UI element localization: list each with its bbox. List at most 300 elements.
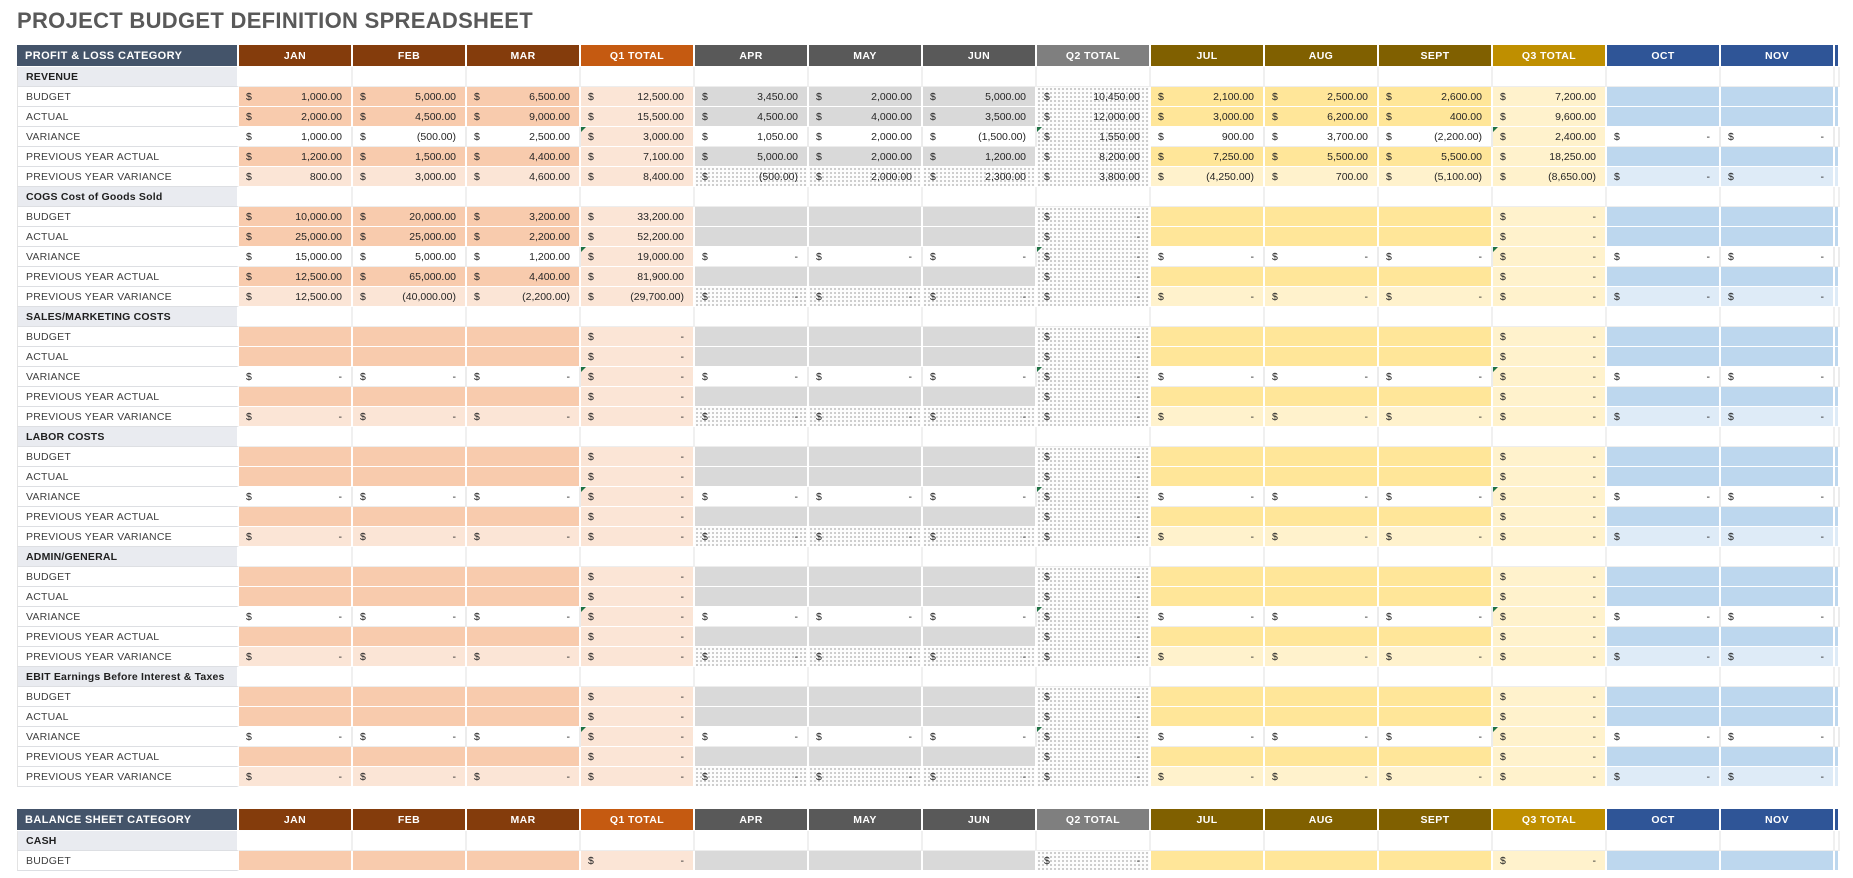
cell-ebit-earnings-before-interest-taxes-budget-oct[interactable] (1607, 687, 1721, 707)
cell-ebit-earnings-before-interest-taxes-q3-total[interactable] (1493, 667, 1607, 687)
cell-admin-general-previous-year-variance-jul[interactable] (1151, 647, 1265, 667)
cell-cogs-cost-of-goods-sold-variance-q1-total[interactable] (581, 247, 695, 267)
cell-ebit-earnings-before-interest-taxes-previous-year-variance-apr[interactable] (695, 767, 809, 787)
cell-labor-costs-budget-nov[interactable] (1721, 447, 1835, 467)
cell-admin-general-oct[interactable] (1607, 547, 1721, 567)
cell-revenue-actual-feb[interactable] (353, 107, 467, 127)
cell-sales-marketing-costs-variance-aug[interactable] (1265, 367, 1379, 387)
cell-labor-costs-apr[interactable] (695, 427, 809, 447)
cell-ebit-earnings-before-interest-taxes-actual-q3-total[interactable] (1493, 707, 1607, 727)
column-header-oct[interactable]: OCT (1607, 809, 1721, 831)
cell-admin-general-previous-year-variance-mar[interactable] (467, 647, 581, 667)
cell-ebit-earnings-before-interest-taxes-budget-q1-total[interactable] (581, 687, 695, 707)
cell-admin-general-variance-q3-total[interactable] (1493, 607, 1607, 627)
cell-admin-general-budget-q1-total[interactable] (581, 567, 695, 587)
cell-admin-general-variance-aug[interactable] (1265, 607, 1379, 627)
cell-revenue-previous-year-actual-jul[interactable] (1151, 147, 1265, 167)
cell-labor-costs-previous-year-variance-q2-total[interactable] (1037, 527, 1151, 547)
row-label-revenue-variance[interactable]: VARIANCE (17, 127, 239, 147)
cell-cash-nov[interactable] (1721, 831, 1835, 851)
cell-sales-marketing-costs-variance-oct[interactable] (1607, 367, 1721, 387)
cell-sales-marketing-costs-actual-apr[interactable] (695, 347, 809, 367)
cell-admin-general-previous-year-actual-jan[interactable] (239, 627, 353, 647)
cell-cash-budget-sept[interactable] (1379, 851, 1493, 871)
cell-admin-general-budget-q3-total[interactable] (1493, 567, 1607, 587)
row-label-sales-marketing-costs-previous-year-variance[interactable]: PREVIOUS YEAR VARIANCE (17, 407, 239, 427)
cell-admin-general-variance-sept[interactable] (1379, 607, 1493, 627)
cell-revenue-actual-apr[interactable] (695, 107, 809, 127)
cell-cogs-cost-of-goods-sold-budget-may[interactable] (809, 207, 923, 227)
column-header-jan[interactable]: JAN (239, 45, 353, 67)
cell-admin-general-budget-aug[interactable] (1265, 567, 1379, 587)
cell-cogs-cost-of-goods-sold-previous-year-actual-oct[interactable] (1607, 267, 1721, 287)
cell-sales-marketing-costs-q2-total[interactable] (1037, 307, 1151, 327)
cell-revenue-previous-year-variance-apr[interactable] (695, 167, 809, 187)
cell-cash-q1-total[interactable] (581, 831, 695, 851)
cell-admin-general-previous-year-actual-jul[interactable] (1151, 627, 1265, 647)
column-header-jan[interactable]: JAN (239, 809, 353, 831)
cell-admin-general-budget-sept[interactable] (1379, 567, 1493, 587)
cell-cogs-cost-of-goods-sold-oct[interactable] (1607, 187, 1721, 207)
cell-cogs-cost-of-goods-sold-previous-year-actual-jun[interactable] (923, 267, 1037, 287)
cell-cogs-cost-of-goods-sold-variance-feb[interactable] (353, 247, 467, 267)
column-header-jun[interactable]: JUN (923, 45, 1037, 67)
cell-labor-costs-actual-aug[interactable] (1265, 467, 1379, 487)
cell-labor-costs-variance-q1-total[interactable] (581, 487, 695, 507)
cell-labor-costs-actual-jun[interactable] (923, 467, 1037, 487)
row-label-labor-costs-previous-year-variance[interactable]: PREVIOUS YEAR VARIANCE (17, 527, 239, 547)
cell-admin-general-variance-apr[interactable] (695, 607, 809, 627)
cell-revenue-actual-nov[interactable] (1721, 107, 1835, 127)
cell-sales-marketing-costs-variance-q3-total[interactable] (1493, 367, 1607, 387)
cell-sales-marketing-costs-previous-year-actual-q3-total[interactable] (1493, 387, 1607, 407)
cell-admin-general-previous-year-actual-oct[interactable] (1607, 627, 1721, 647)
cell-cogs-cost-of-goods-sold-budget-jan[interactable] (239, 207, 353, 227)
cell-ebit-earnings-before-interest-taxes-mar[interactable] (467, 667, 581, 687)
cell-admin-general-previous-year-actual-sept[interactable] (1379, 627, 1493, 647)
cell-ebit-earnings-before-interest-taxes-actual-may[interactable] (809, 707, 923, 727)
cell-ebit-earnings-before-interest-taxes-previous-year-actual-q3-total[interactable] (1493, 747, 1607, 767)
cell-admin-general-aug[interactable] (1265, 547, 1379, 567)
row-label-sales-marketing-costs-variance[interactable]: VARIANCE (17, 367, 239, 387)
cell-ebit-earnings-before-interest-taxes-actual-sept[interactable] (1379, 707, 1493, 727)
cell-cogs-cost-of-goods-sold-budget-q2-total[interactable] (1037, 207, 1151, 227)
column-header-feb[interactable]: FEB (353, 809, 467, 831)
cell-revenue-budget-nov[interactable] (1721, 87, 1835, 107)
cell-labor-costs-actual-may[interactable] (809, 467, 923, 487)
cell-ebit-earnings-before-interest-taxes-previous-year-actual-q2-total[interactable] (1037, 747, 1151, 767)
cell-revenue-q3-total[interactable] (1493, 67, 1607, 87)
column-header-nov[interactable]: NOV (1721, 809, 1835, 831)
row-label-ebit-earnings-before-interest-taxes-budget[interactable]: BUDGET (17, 687, 239, 707)
cell-sales-marketing-costs-previous-year-actual-nov[interactable] (1721, 387, 1835, 407)
cell-cogs-cost-of-goods-sold-previous-year-variance-may[interactable] (809, 287, 923, 307)
cell-cash-budget-jul[interactable] (1151, 851, 1265, 871)
cell-cash-budget-apr[interactable] (695, 851, 809, 871)
cell-revenue-previous-year-actual-sept[interactable] (1379, 147, 1493, 167)
cell-ebit-earnings-before-interest-taxes-actual-q1-total[interactable] (581, 707, 695, 727)
cell-ebit-earnings-before-interest-taxes-actual-mar[interactable] (467, 707, 581, 727)
cell-admin-general-budget-feb[interactable] (353, 567, 467, 587)
cell-labor-costs-variance-may[interactable] (809, 487, 923, 507)
cell-ebit-earnings-before-interest-taxes-previous-year-actual-q1-total[interactable] (581, 747, 695, 767)
cell-cogs-cost-of-goods-sold-variance-mar[interactable] (467, 247, 581, 267)
column-header-q2-total[interactable]: Q2 TOTAL (1037, 809, 1151, 831)
cell-revenue-budget-sept[interactable] (1379, 87, 1493, 107)
cell-revenue-previous-year-actual-oct[interactable] (1607, 147, 1721, 167)
cell-ebit-earnings-before-interest-taxes-previous-year-actual-feb[interactable] (353, 747, 467, 767)
cell-cash-jun[interactable] (923, 831, 1037, 851)
column-header-sept[interactable]: SEPT (1379, 809, 1493, 831)
cell-revenue-actual-mar[interactable] (467, 107, 581, 127)
cell-admin-general-actual-jun[interactable] (923, 587, 1037, 607)
cell-admin-general-mar[interactable] (467, 547, 581, 567)
cell-revenue-previous-year-actual-apr[interactable] (695, 147, 809, 167)
cell-revenue-variance-q2-total[interactable] (1037, 127, 1151, 147)
cell-admin-general-previous-year-variance-feb[interactable] (353, 647, 467, 667)
cell-admin-general-actual-q1-total[interactable] (581, 587, 695, 607)
cell-labor-costs-actual-feb[interactable] (353, 467, 467, 487)
column-header-apr[interactable]: APR (695, 809, 809, 831)
cell-revenue-actual-q3-total[interactable] (1493, 107, 1607, 127)
cell-revenue-previous-year-variance-aug[interactable] (1265, 167, 1379, 187)
cell-revenue-nov[interactable] (1721, 67, 1835, 87)
cell-cogs-cost-of-goods-sold-variance-oct[interactable] (1607, 247, 1721, 267)
cell-labor-costs-budget-jan[interactable] (239, 447, 353, 467)
cell-labor-costs-q3-total[interactable] (1493, 427, 1607, 447)
cell-revenue-variance-jan[interactable] (239, 127, 353, 147)
cell-labor-costs-previous-year-actual-may[interactable] (809, 507, 923, 527)
row-label-admin-general-variance[interactable]: VARIANCE (17, 607, 239, 627)
cell-sales-marketing-costs-previous-year-variance-feb[interactable] (353, 407, 467, 427)
cell-sales-marketing-costs-previous-year-actual-jan[interactable] (239, 387, 353, 407)
cell-sales-marketing-costs-budget-q1-total[interactable] (581, 327, 695, 347)
cell-cogs-cost-of-goods-sold-feb[interactable] (353, 187, 467, 207)
cell-cogs-cost-of-goods-sold-previous-year-actual-apr[interactable] (695, 267, 809, 287)
cell-revenue-budget-jun[interactable] (923, 87, 1037, 107)
cell-sales-marketing-costs-feb[interactable] (353, 307, 467, 327)
cell-cogs-cost-of-goods-sold-mar[interactable] (467, 187, 581, 207)
cell-admin-general-q3-total[interactable] (1493, 547, 1607, 567)
section-header-admin-general[interactable]: ADMIN/GENERAL (17, 547, 239, 567)
row-label-admin-general-budget[interactable]: BUDGET (17, 567, 239, 587)
cell-ebit-earnings-before-interest-taxes-previous-year-variance-q2-total[interactable] (1037, 767, 1151, 787)
cell-sales-marketing-costs-actual-jun[interactable] (923, 347, 1037, 367)
cell-admin-general-budget-may[interactable] (809, 567, 923, 587)
column-header-q1-total[interactable]: Q1 TOTAL (581, 45, 695, 67)
cell-revenue-previous-year-variance-jun[interactable] (923, 167, 1037, 187)
cell-cogs-cost-of-goods-sold-apr[interactable] (695, 187, 809, 207)
cell-ebit-earnings-before-interest-taxes-variance-nov[interactable] (1721, 727, 1835, 747)
cell-ebit-earnings-before-interest-taxes-previous-year-actual-may[interactable] (809, 747, 923, 767)
cell-sales-marketing-costs-budget-q3-total[interactable] (1493, 327, 1607, 347)
cell-labor-costs-previous-year-actual-jul[interactable] (1151, 507, 1265, 527)
cell-revenue-previous-year-variance-oct[interactable] (1607, 167, 1721, 187)
cell-sales-marketing-costs-actual-q3-total[interactable] (1493, 347, 1607, 367)
cell-sales-marketing-costs-jan[interactable] (239, 307, 353, 327)
cell-labor-costs-feb[interactable] (353, 427, 467, 447)
cell-labor-costs-previous-year-variance-may[interactable] (809, 527, 923, 547)
cell-labor-costs-previous-year-variance-q3-total[interactable] (1493, 527, 1607, 547)
cell-labor-costs-variance-jun[interactable] (923, 487, 1037, 507)
column-header-sept[interactable]: SEPT (1379, 45, 1493, 67)
cell-revenue-previous-year-actual-q3-total[interactable] (1493, 147, 1607, 167)
cell-labor-costs-previous-year-actual-feb[interactable] (353, 507, 467, 527)
cell-ebit-earnings-before-interest-taxes-aug[interactable] (1265, 667, 1379, 687)
cell-ebit-earnings-before-interest-taxes-previous-year-variance-jan[interactable] (239, 767, 353, 787)
cell-admin-general-budget-nov[interactable] (1721, 567, 1835, 587)
cell-revenue-budget-jul[interactable] (1151, 87, 1265, 107)
cell-admin-general-variance-nov[interactable] (1721, 607, 1835, 627)
cell-cogs-cost-of-goods-sold-previous-year-variance-q2-total[interactable] (1037, 287, 1151, 307)
cell-revenue-mar[interactable] (467, 67, 581, 87)
cell-cash-sept[interactable] (1379, 831, 1493, 851)
cell-sales-marketing-costs-previous-year-actual-oct[interactable] (1607, 387, 1721, 407)
cell-labor-costs-previous-year-actual-jun[interactable] (923, 507, 1037, 527)
cell-cash-budget-mar[interactable] (467, 851, 581, 871)
cell-labor-costs-previous-year-actual-mar[interactable] (467, 507, 581, 527)
cell-cash-budget-q3-total[interactable] (1493, 851, 1607, 871)
cell-revenue-apr[interactable] (695, 67, 809, 87)
cell-cash-q3-total[interactable] (1493, 831, 1607, 851)
cell-admin-general-previous-year-actual-feb[interactable] (353, 627, 467, 647)
cell-labor-costs-actual-jan[interactable] (239, 467, 353, 487)
cell-labor-costs-previous-year-actual-aug[interactable] (1265, 507, 1379, 527)
cell-admin-general-previous-year-variance-q1-total[interactable] (581, 647, 695, 667)
cell-admin-general-actual-apr[interactable] (695, 587, 809, 607)
row-label-admin-general-actual[interactable]: ACTUAL (17, 587, 239, 607)
cell-admin-general-previous-year-variance-q3-total[interactable] (1493, 647, 1607, 667)
cell-ebit-earnings-before-interest-taxes-variance-may[interactable] (809, 727, 923, 747)
section-header-labor-costs[interactable]: LABOR COSTS (17, 427, 239, 447)
cell-admin-general-previous-year-actual-apr[interactable] (695, 627, 809, 647)
cell-cogs-cost-of-goods-sold-q1-total[interactable] (581, 187, 695, 207)
cell-labor-costs-budget-apr[interactable] (695, 447, 809, 467)
cell-sales-marketing-costs-actual-aug[interactable] (1265, 347, 1379, 367)
cell-revenue-budget-oct[interactable] (1607, 87, 1721, 107)
cell-revenue-previous-year-actual-nov[interactable] (1721, 147, 1835, 167)
row-label-ebit-earnings-before-interest-taxes-previous-year-actual[interactable]: PREVIOUS YEAR ACTUAL (17, 747, 239, 767)
cell-admin-general-previous-year-actual-may[interactable] (809, 627, 923, 647)
cell-admin-general-variance-may[interactable] (809, 607, 923, 627)
cell-cash-budget-feb[interactable] (353, 851, 467, 871)
cell-labor-costs-budget-q2-total[interactable] (1037, 447, 1151, 467)
cell-cogs-cost-of-goods-sold-previous-year-actual-jul[interactable] (1151, 267, 1265, 287)
cell-revenue-variance-sept[interactable] (1379, 127, 1493, 147)
cell-sales-marketing-costs-previous-year-variance-aug[interactable] (1265, 407, 1379, 427)
cell-ebit-earnings-before-interest-taxes-budget-jan[interactable] (239, 687, 353, 707)
row-label-cogs-cost-of-goods-sold-previous-year-variance[interactable]: PREVIOUS YEAR VARIANCE (17, 287, 239, 307)
cell-sales-marketing-costs-variance-q2-total[interactable] (1037, 367, 1151, 387)
cell-cash-apr[interactable] (695, 831, 809, 851)
cell-sales-marketing-costs-previous-year-variance-oct[interactable] (1607, 407, 1721, 427)
cell-cash-aug[interactable] (1265, 831, 1379, 851)
cell-revenue-budget-aug[interactable] (1265, 87, 1379, 107)
cell-sales-marketing-costs-variance-q1-total[interactable] (581, 367, 695, 387)
cell-labor-costs-previous-year-variance-feb[interactable] (353, 527, 467, 547)
cell-cash-budget-jan[interactable] (239, 851, 353, 871)
cell-sales-marketing-costs-actual-q2-total[interactable] (1037, 347, 1151, 367)
cell-admin-general-budget-oct[interactable] (1607, 567, 1721, 587)
column-header-q3-total[interactable]: Q3 TOTAL (1493, 45, 1607, 67)
row-label-cogs-cost-of-goods-sold-actual[interactable]: ACTUAL (17, 227, 239, 247)
cell-revenue-sept[interactable] (1379, 67, 1493, 87)
column-header-feb[interactable]: FEB (353, 45, 467, 67)
column-header-aug[interactable]: AUG (1265, 45, 1379, 67)
row-label-labor-costs-actual[interactable]: ACTUAL (17, 467, 239, 487)
cell-labor-costs-variance-feb[interactable] (353, 487, 467, 507)
cell-sales-marketing-costs-budget-mar[interactable] (467, 327, 581, 347)
cell-admin-general-previous-year-variance-oct[interactable] (1607, 647, 1721, 667)
cell-cogs-cost-of-goods-sold-sept[interactable] (1379, 187, 1493, 207)
cell-cogs-cost-of-goods-sold-budget-apr[interactable] (695, 207, 809, 227)
cell-cogs-cost-of-goods-sold-previous-year-variance-jul[interactable] (1151, 287, 1265, 307)
cell-revenue-variance-mar[interactable] (467, 127, 581, 147)
cell-cogs-cost-of-goods-sold-variance-aug[interactable] (1265, 247, 1379, 267)
cell-admin-general-previous-year-actual-mar[interactable] (467, 627, 581, 647)
cell-cogs-cost-of-goods-sold-previous-year-actual-q1-total[interactable] (581, 267, 695, 287)
cell-admin-general-actual-sept[interactable] (1379, 587, 1493, 607)
column-header-may[interactable]: MAY (809, 45, 923, 67)
cell-sales-marketing-costs-variance-jul[interactable] (1151, 367, 1265, 387)
cell-labor-costs-previous-year-actual-jan[interactable] (239, 507, 353, 527)
cell-cogs-cost-of-goods-sold-may[interactable] (809, 187, 923, 207)
cell-labor-costs-budget-oct[interactable] (1607, 447, 1721, 467)
cell-ebit-earnings-before-interest-taxes-variance-jun[interactable] (923, 727, 1037, 747)
cell-cash-budget-may[interactable] (809, 851, 923, 871)
cell-cogs-cost-of-goods-sold-actual-q1-total[interactable] (581, 227, 695, 247)
cell-admin-general-variance-jul[interactable] (1151, 607, 1265, 627)
cell-sales-marketing-costs-actual-mar[interactable] (467, 347, 581, 367)
cell-revenue-actual-jul[interactable] (1151, 107, 1265, 127)
row-label-revenue-budget[interactable]: BUDGET (17, 87, 239, 107)
cell-cogs-cost-of-goods-sold-previous-year-variance-nov[interactable] (1721, 287, 1835, 307)
cell-cogs-cost-of-goods-sold-previous-year-actual-sept[interactable] (1379, 267, 1493, 287)
cell-ebit-earnings-before-interest-taxes-budget-mar[interactable] (467, 687, 581, 707)
cell-labor-costs-actual-nov[interactable] (1721, 467, 1835, 487)
cell-ebit-earnings-before-interest-taxes-actual-feb[interactable] (353, 707, 467, 727)
cell-admin-general-budget-jul[interactable] (1151, 567, 1265, 587)
cell-sales-marketing-costs-previous-year-actual-q2-total[interactable] (1037, 387, 1151, 407)
cell-admin-general-previous-year-variance-apr[interactable] (695, 647, 809, 667)
cell-cogs-cost-of-goods-sold-actual-jun[interactable] (923, 227, 1037, 247)
cell-sales-marketing-costs-budget-sept[interactable] (1379, 327, 1493, 347)
cell-labor-costs-actual-q3-total[interactable] (1493, 467, 1607, 487)
cell-labor-costs-actual-q1-total[interactable] (581, 467, 695, 487)
cell-revenue-actual-q2-total[interactable] (1037, 107, 1151, 127)
cell-ebit-earnings-before-interest-taxes-variance-q3-total[interactable] (1493, 727, 1607, 747)
cell-ebit-earnings-before-interest-taxes-previous-year-variance-sept[interactable] (1379, 767, 1493, 787)
cell-labor-costs-nov[interactable] (1721, 427, 1835, 447)
cell-revenue-previous-year-variance-q3-total[interactable] (1493, 167, 1607, 187)
cell-cogs-cost-of-goods-sold-previous-year-actual-jan[interactable] (239, 267, 353, 287)
cell-sales-marketing-costs-actual-may[interactable] (809, 347, 923, 367)
cell-cogs-cost-of-goods-sold-previous-year-variance-q1-total[interactable] (581, 287, 695, 307)
cell-sales-marketing-costs-previous-year-actual-sept[interactable] (1379, 387, 1493, 407)
cell-admin-general-previous-year-variance-sept[interactable] (1379, 647, 1493, 667)
cell-labor-costs-previous-year-actual-apr[interactable] (695, 507, 809, 527)
cell-admin-general-variance-q1-total[interactable] (581, 607, 695, 627)
cell-cogs-cost-of-goods-sold-variance-may[interactable] (809, 247, 923, 267)
cell-sales-marketing-costs-aug[interactable] (1265, 307, 1379, 327)
cell-revenue-budget-q1-total[interactable] (581, 87, 695, 107)
cell-sales-marketing-costs-previous-year-actual-may[interactable] (809, 387, 923, 407)
cell-ebit-earnings-before-interest-taxes-variance-mar[interactable] (467, 727, 581, 747)
cell-sales-marketing-costs-variance-mar[interactable] (467, 367, 581, 387)
cell-sales-marketing-costs-budget-jul[interactable] (1151, 327, 1265, 347)
cell-revenue-previous-year-actual-feb[interactable] (353, 147, 467, 167)
cell-cash-jul[interactable] (1151, 831, 1265, 851)
cell-ebit-earnings-before-interest-taxes-previous-year-variance-mar[interactable] (467, 767, 581, 787)
cell-sales-marketing-costs-actual-jan[interactable] (239, 347, 353, 367)
cell-cogs-cost-of-goods-sold-budget-feb[interactable] (353, 207, 467, 227)
cell-admin-general-actual-aug[interactable] (1265, 587, 1379, 607)
cell-labor-costs-oct[interactable] (1607, 427, 1721, 447)
cell-labor-costs-previous-year-variance-apr[interactable] (695, 527, 809, 547)
cell-labor-costs-variance-sept[interactable] (1379, 487, 1493, 507)
cell-cogs-cost-of-goods-sold-actual-jul[interactable] (1151, 227, 1265, 247)
row-label-labor-costs-budget[interactable]: BUDGET (17, 447, 239, 467)
row-label-sales-marketing-costs-budget[interactable]: BUDGET (17, 327, 239, 347)
cell-revenue-aug[interactable] (1265, 67, 1379, 87)
cell-labor-costs-budget-jun[interactable] (923, 447, 1037, 467)
section-header-revenue[interactable]: REVENUE (17, 67, 239, 87)
row-label-ebit-earnings-before-interest-taxes-previous-year-variance[interactable]: PREVIOUS YEAR VARIANCE (17, 767, 239, 787)
cell-sales-marketing-costs-previous-year-actual-jul[interactable] (1151, 387, 1265, 407)
cell-admin-general-previous-year-variance-q2-total[interactable] (1037, 647, 1151, 667)
cell-revenue-actual-q1-total[interactable] (581, 107, 695, 127)
cell-admin-general-jul[interactable] (1151, 547, 1265, 567)
column-header-q1-total[interactable]: Q1 TOTAL (581, 809, 695, 831)
cell-labor-costs-actual-jul[interactable] (1151, 467, 1265, 487)
cell-ebit-earnings-before-interest-taxes-previous-year-variance-jul[interactable] (1151, 767, 1265, 787)
cell-cogs-cost-of-goods-sold-previous-year-actual-aug[interactable] (1265, 267, 1379, 287)
cell-revenue-jul[interactable] (1151, 67, 1265, 87)
cell-admin-general-actual-jan[interactable] (239, 587, 353, 607)
cell-cogs-cost-of-goods-sold-budget-q1-total[interactable] (581, 207, 695, 227)
cell-ebit-earnings-before-interest-taxes-previous-year-actual-oct[interactable] (1607, 747, 1721, 767)
cell-labor-costs-may[interactable] (809, 427, 923, 447)
cell-ebit-earnings-before-interest-taxes-previous-year-actual-apr[interactable] (695, 747, 809, 767)
cell-ebit-earnings-before-interest-taxes-previous-year-variance-feb[interactable] (353, 767, 467, 787)
cell-admin-general-jun[interactable] (923, 547, 1037, 567)
cell-revenue-previous-year-variance-sept[interactable] (1379, 167, 1493, 187)
cell-admin-general-variance-oct[interactable] (1607, 607, 1721, 627)
column-header-q3-total[interactable]: Q3 TOTAL (1493, 809, 1607, 831)
cell-ebit-earnings-before-interest-taxes-previous-year-variance-aug[interactable] (1265, 767, 1379, 787)
row-label-cash-budget[interactable]: BUDGET (17, 851, 239, 871)
cell-labor-costs-budget-mar[interactable] (467, 447, 581, 467)
cell-cash-may[interactable] (809, 831, 923, 851)
cell-revenue-actual-may[interactable] (809, 107, 923, 127)
cell-sales-marketing-costs-previous-year-variance-q3-total[interactable] (1493, 407, 1607, 427)
cell-revenue-budget-jan[interactable] (239, 87, 353, 107)
cell-sales-marketing-costs-actual-sept[interactable] (1379, 347, 1493, 367)
cell-ebit-earnings-before-interest-taxes-budget-nov[interactable] (1721, 687, 1835, 707)
cell-cogs-cost-of-goods-sold-q2-total[interactable] (1037, 187, 1151, 207)
cell-labor-costs-sept[interactable] (1379, 427, 1493, 447)
cell-admin-general-may[interactable] (809, 547, 923, 567)
column-header-mar[interactable]: MAR (467, 45, 581, 67)
cell-revenue-previous-year-variance-nov[interactable] (1721, 167, 1835, 187)
cell-cogs-cost-of-goods-sold-jan[interactable] (239, 187, 353, 207)
cell-cogs-cost-of-goods-sold-previous-year-variance-aug[interactable] (1265, 287, 1379, 307)
cell-labor-costs-q2-total[interactable] (1037, 427, 1151, 447)
cell-ebit-earnings-before-interest-taxes-variance-feb[interactable] (353, 727, 467, 747)
cell-cogs-cost-of-goods-sold-q3-total[interactable] (1493, 187, 1607, 207)
cell-sales-marketing-costs-budget-q2-total[interactable] (1037, 327, 1151, 347)
cell-revenue-jan[interactable] (239, 67, 353, 87)
